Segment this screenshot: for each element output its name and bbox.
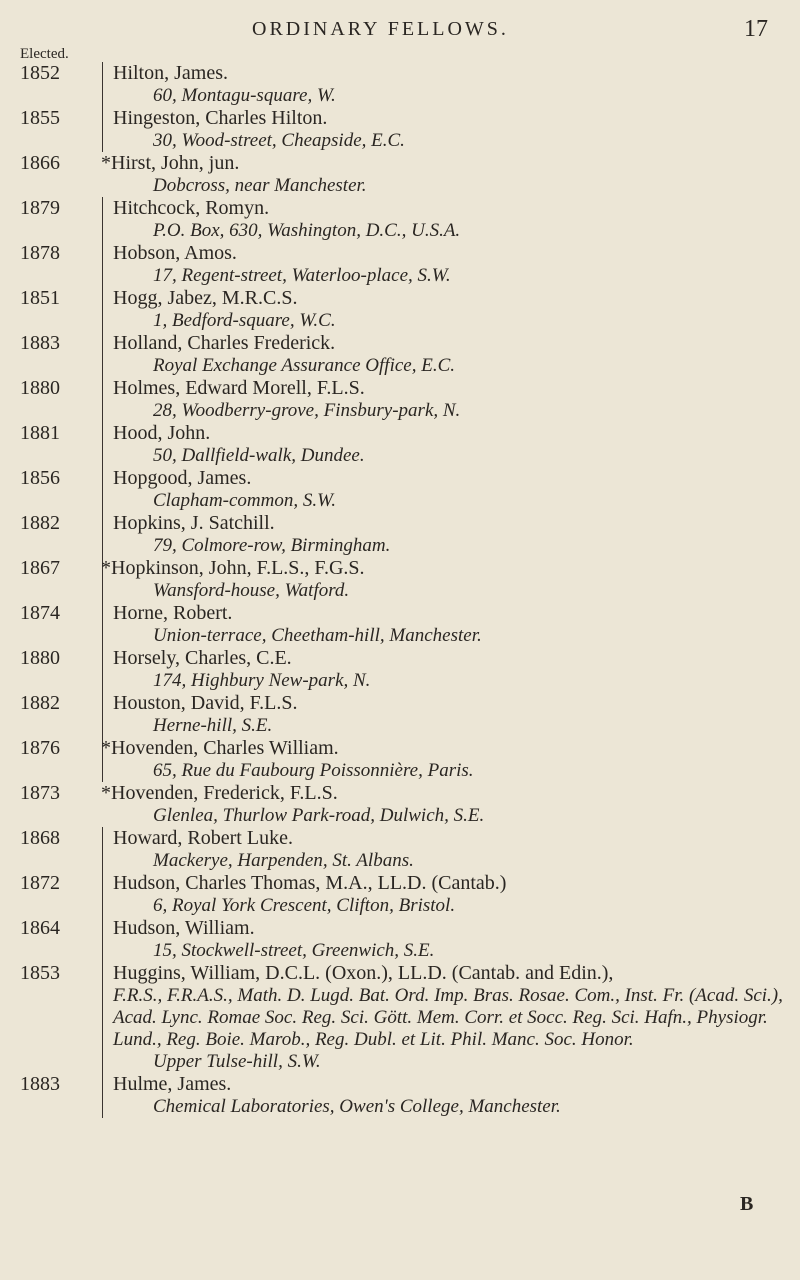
fellow-address: 30, Wood-street, Cheapside, E.C. bbox=[153, 130, 405, 151]
fellow-address: 50, Dallfield-walk, Dundee. bbox=[153, 445, 365, 466]
fellow-name: Houston, David, F.L.S. bbox=[113, 692, 298, 714]
fellow-name: Hilton, James. bbox=[113, 62, 228, 84]
list-item bbox=[20, 287, 795, 332]
list-item bbox=[20, 107, 795, 152]
election-year: 1855 bbox=[20, 107, 60, 129]
fellow-name: Hudson, Charles Thomas, M.A., LL.D. (Cantab.) bbox=[113, 872, 507, 894]
fellow-address: 65, Rue du Faubourg Poissonnière, Paris. bbox=[153, 760, 474, 781]
election-year: 1866 bbox=[20, 152, 60, 174]
list-item bbox=[20, 557, 795, 602]
election-year: 1851 bbox=[20, 287, 60, 309]
fellow-address: Glenlea, Thurlow Park-road, Dulwich, S.E. bbox=[153, 805, 485, 826]
fellow-address: 15, Stockwell-street, Greenwich, S.E. bbox=[153, 940, 435, 961]
election-year: 1872 bbox=[20, 872, 60, 894]
fellow-name: Hobson, Amos. bbox=[113, 242, 237, 264]
fellow-name: Hingeston, Charles Hilton. bbox=[113, 107, 328, 129]
list-item bbox=[20, 872, 795, 917]
fellow-name: Hitchcock, Romyn. bbox=[113, 197, 270, 219]
fellow-honours: F.R.S., F.R.A.S., Math. D. Lugd. Bat. Ord. Imp. Bras. Rosae. Com., Inst. Fr. (Acad. Sci.), Acad. Lync. Romae Soc. Reg. Sci. Gött. Mem. Corr. et Socc. Reg. Sci. Hafn., Physiogr. Lund., Reg. Boie. Marob., Reg. Dubl. et Lit. Phil. Manc. Soc. Honor. bbox=[113, 985, 783, 1050]
election-year: 1874 bbox=[20, 602, 60, 624]
fellow-address: Mackerye, Harpenden, St. Albans. bbox=[153, 850, 414, 871]
election-year: 1880 bbox=[20, 377, 60, 399]
election-year: 1883 bbox=[20, 332, 60, 354]
election-year: 1876 bbox=[20, 737, 60, 759]
list-item bbox=[20, 512, 795, 557]
fellow-name: Hopkins, J. Satchill. bbox=[113, 512, 275, 534]
list-item bbox=[20, 332, 795, 377]
list-item bbox=[20, 782, 795, 827]
fellow-address: P.O. Box, 630, Washington, D.C., U.S.A. bbox=[153, 220, 461, 241]
election-year: 1853 bbox=[20, 962, 60, 984]
list-item bbox=[20, 377, 795, 422]
fellow-name: *Hopkinson, John, F.L.S., F.G.S. bbox=[101, 557, 365, 579]
fellow-name: Horsely, Charles, C.E. bbox=[113, 647, 292, 669]
fellow-address: 60, Montagu-square, W. bbox=[153, 85, 336, 106]
list-item bbox=[20, 602, 795, 647]
running-head bbox=[0, 14, 800, 44]
fellow-name: Hopgood, James. bbox=[113, 467, 252, 489]
fellow-address: 79, Colmore-row, Birmingham. bbox=[153, 535, 391, 556]
election-year: 1868 bbox=[20, 827, 60, 849]
list-item bbox=[20, 1073, 795, 1118]
election-year: 1883 bbox=[20, 1073, 60, 1095]
list-item bbox=[20, 962, 795, 1073]
fellow-name: Hood, John. bbox=[113, 422, 211, 444]
list-item bbox=[20, 62, 795, 107]
fellow-address: Upper Tulse-hill, S.W. bbox=[153, 1051, 321, 1072]
fellow-name: *Hovenden, Frederick, F.L.S. bbox=[101, 782, 338, 804]
list-item bbox=[20, 422, 795, 467]
fellow-address: Dobcross, near Manchester. bbox=[153, 175, 367, 196]
signature-mark: B bbox=[740, 1193, 754, 1215]
fellows-list bbox=[20, 62, 795, 1118]
fellow-address: Herne-hill, S.E. bbox=[153, 715, 273, 736]
election-year: 1882 bbox=[20, 512, 60, 534]
election-year: 1873 bbox=[20, 782, 60, 804]
list-item bbox=[20, 152, 795, 197]
election-year: 1879 bbox=[20, 197, 60, 219]
fellow-address: Clapham-common, S.W. bbox=[153, 490, 336, 511]
fellow-name: Horne, Robert. bbox=[113, 602, 233, 624]
election-year: 1882 bbox=[20, 692, 60, 714]
fellow-address: 28, Woodberry-grove, Finsbury-park, N. bbox=[153, 400, 461, 421]
fellow-name: *Hovenden, Charles William. bbox=[101, 737, 339, 759]
election-year: 1878 bbox=[20, 242, 60, 264]
list-item bbox=[20, 827, 795, 872]
fellow-address: 17, Regent-street, Waterloo-place, S.W. bbox=[153, 265, 451, 286]
list-item bbox=[20, 692, 795, 737]
fellow-name: *Hirst, John, jun. bbox=[101, 152, 240, 174]
list-item bbox=[20, 917, 795, 962]
fellow-address: 174, Highbury New-park, N. bbox=[153, 670, 371, 691]
fellow-address: Union-terrace, Cheetham-hill, Manchester. bbox=[153, 625, 482, 646]
fellow-name: Howard, Robert Luke. bbox=[113, 827, 293, 849]
list-item bbox=[20, 467, 795, 512]
election-year: 1881 bbox=[20, 422, 60, 444]
fellow-name: Huggins, William, D.C.L. (Oxon.), LL.D. (Cantab. and Edin.), bbox=[113, 962, 614, 984]
list-item bbox=[20, 242, 795, 287]
list-item bbox=[20, 647, 795, 692]
election-year: 1856 bbox=[20, 467, 60, 489]
page-title: ORDINARY FELLOWS. bbox=[252, 18, 509, 40]
election-year: 1864 bbox=[20, 917, 60, 939]
fellow-address: Chemical Laboratories, Owen's College, Manchester. bbox=[153, 1096, 561, 1117]
election-year: 1880 bbox=[20, 647, 60, 669]
election-year: 1852 bbox=[20, 62, 60, 84]
fellow-address: 1, Bedford-square, W.C. bbox=[153, 310, 336, 331]
list-item bbox=[20, 197, 795, 242]
fellow-name: Holmes, Edward Morell, F.L.S. bbox=[113, 377, 365, 399]
page-number: 17 bbox=[744, 16, 768, 42]
fellow-name: Holland, Charles Frederick. bbox=[113, 332, 336, 354]
fellow-address: 6, Royal York Crescent, Clifton, Bristol. bbox=[153, 895, 456, 916]
fellow-address: Wansford-house, Watford. bbox=[153, 580, 350, 601]
fellow-name: Hulme, James. bbox=[113, 1073, 232, 1095]
list-item bbox=[20, 737, 795, 782]
fellow-address: Royal Exchange Assurance Office, E.C. bbox=[153, 355, 455, 376]
column-label-elected: Elected. bbox=[20, 46, 69, 62]
fellow-name: Hogg, Jabez, M.R.C.S. bbox=[113, 287, 298, 309]
fellow-name: Hudson, William. bbox=[113, 917, 255, 939]
election-year: 1867 bbox=[20, 557, 60, 579]
